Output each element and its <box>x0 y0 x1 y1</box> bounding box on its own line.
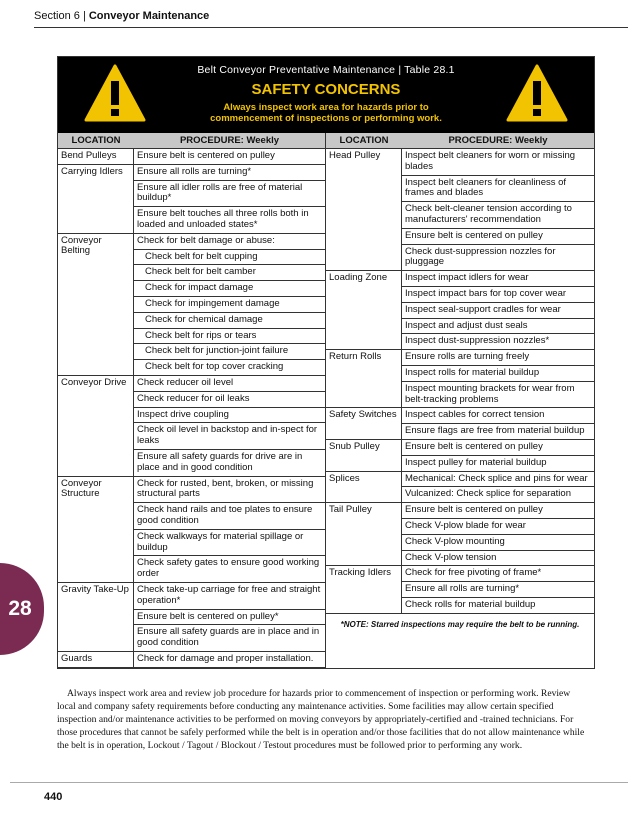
procedure-item: Check for damage and proper installation. <box>137 652 314 664</box>
procedure-item: Check belt for junction-joint failure <box>134 344 325 360</box>
procedure-item: Ensure belt touches all three rolls both in loaded and unloaded states* <box>137 208 309 230</box>
procedure-list <box>134 583 325 651</box>
procedure-item: Check belt-cleaner tension according to manufacturers' recommendation <box>402 202 594 229</box>
procedure-list <box>402 503 594 565</box>
procedure-item: Check V-plow blade for wear <box>402 519 594 535</box>
location-group <box>326 149 594 271</box>
location-group <box>326 271 594 350</box>
location-cell: Tail Pulley <box>326 503 402 565</box>
procedure-item: Check belt for rips or tears <box>134 329 325 345</box>
page-number: 440 <box>44 791 63 803</box>
location-cell: Conveyor Belting <box>58 234 134 375</box>
chapter-tab <box>0 563 44 655</box>
procedure-item: Ensure all idler rolls are free of material buildup* <box>134 181 325 208</box>
column-header <box>58 133 325 149</box>
table-body <box>58 133 594 668</box>
procedure-item: Ensure belt is centered on pulley <box>137 150 275 161</box>
procedure-list <box>134 477 325 582</box>
procedure-list <box>402 271 594 349</box>
location-cell: Tracking Idlers <box>326 566 402 612</box>
safety-paragraph: Always inspect work area and review job procedure for hazards prior to commencement of inspection or performing work. Review local and company safety requirements before conducting any maintenance activities. Some facilities may allow certain specified inspection and/or maintenance activities to be performed on moving conveyors by appropriately-certified and -trained technicians. For those procedures that cannot be safely performed while the belt is in operation and/or those facilities that do not allow maintenance while the belt is in operation, Lockout / Tagout / Blockout / Testout procedures must be followed prior to performing any work. <box>57 688 585 751</box>
procedure-item: Ensure all rolls are turning* <box>402 582 594 598</box>
location-group <box>58 149 325 165</box>
procedure-item: Check for free pivoting of frame* <box>402 566 594 582</box>
right-rows <box>326 149 594 614</box>
location-cell: Head Pulley <box>326 149 402 270</box>
procedure-item: Inspect drive coupling <box>134 408 325 424</box>
procedure-item: Ensure all safety guards for drive are in place and in good condition <box>137 450 303 473</box>
procedure-list <box>402 350 594 407</box>
procedure-item: Inspect seal-support cradles for wear <box>402 303 594 319</box>
location-group <box>326 440 594 472</box>
procedure-item: Ensure all safety guards are in place and in good condition <box>137 626 320 649</box>
procedure-item: Check for impact damage <box>134 281 325 297</box>
procedure-item: Inspect pulley for material buildup <box>405 456 547 468</box>
procedure-item: Check for chemical damage <box>134 313 325 329</box>
procedure-item: Ensure flags are free from material buildup <box>405 425 585 437</box>
location-cell: Conveyor Drive <box>58 376 134 476</box>
procedure-list <box>402 408 594 439</box>
right-column <box>326 133 594 668</box>
location-header: LOCATION <box>339 135 389 146</box>
procedure-item: Check oil level in backstop and in-spect for leaks <box>134 423 325 450</box>
safety-banner <box>58 57 594 133</box>
procedure-list <box>402 566 594 612</box>
procedure-item: Inspect dust-suppression nozzles* <box>405 335 550 347</box>
procedure-item: Check for impingement damage <box>134 297 325 313</box>
location-cell: Carrying Idlers <box>58 165 134 233</box>
location-cell: Guards <box>58 652 134 667</box>
location-group <box>58 165 325 234</box>
procedure-item: Vulcanized: Check splice for separation <box>405 488 571 500</box>
location-cell: Conveyor Structure <box>58 477 134 582</box>
table-title: Belt Conveyor Preventative Maintenance | Table 28.1 <box>197 64 455 76</box>
location-cell: Safety Switches <box>326 408 402 439</box>
left-rows <box>58 149 325 668</box>
procedure-list <box>402 472 594 503</box>
procedure-item: Check V-plow tension <box>405 551 497 563</box>
procedure-item: Check take-up carriage for free and straight operation* <box>134 583 325 610</box>
procedure-item: Inspect belt cleaners for cleanliness of frames and blades <box>402 176 594 203</box>
procedure-item: Ensure rolls are turning freely <box>402 350 594 366</box>
location-group <box>58 234 325 376</box>
procedure-item: Inspect impact idlers for wear <box>402 271 594 287</box>
procedure-item: Check hand rails and toe plates to ensure good condition <box>134 503 325 530</box>
procedure-header: PROCEDURE: Weekly <box>179 135 280 146</box>
location-cell: Loading Zone <box>326 271 402 349</box>
chapter-number: 28 <box>8 597 32 620</box>
procedure-item: Check dust-suppression nozzles for pluggage <box>405 245 556 268</box>
section-label: Section 6 <box>34 10 80 22</box>
procedure-list <box>134 652 325 667</box>
procedure-list <box>134 376 325 476</box>
section-title: Conveyor Maintenance <box>88 10 210 22</box>
location-group <box>58 583 325 652</box>
procedure-item: Ensure belt is centered on pulley <box>402 440 594 456</box>
location-group <box>326 408 594 440</box>
warning-icon <box>84 63 146 123</box>
procedure-item: Check safety gates to ensure good working order <box>137 557 320 580</box>
procedure-item: Ensure belt is centered on pulley* <box>134 610 325 626</box>
starred-note: *NOTE: Starred inspections may require the belt to be running. <box>340 619 580 629</box>
procedure-item: Ensure belt is centered on pulley <box>402 503 594 519</box>
procedure-item: Inspect cables for correct tension <box>402 408 594 424</box>
location-group <box>326 503 594 566</box>
procedure-item: Inspect impact bars for top cover wear <box>402 287 594 303</box>
location-group <box>58 376 325 477</box>
warning-icon <box>506 63 568 123</box>
location-group <box>58 652 325 668</box>
procedure-item: Ensure belt is centered on pulley <box>402 229 594 245</box>
procedure-item: Inspect belt cleaners for worn or missing blades <box>402 149 594 176</box>
location-cell: Gravity Take-Up <box>58 583 134 651</box>
safety-subheading: Always inspect work area for hazards prior to commencement of inspections or performing work. <box>210 102 442 124</box>
safety-heading: SAFETY CONCERNS <box>251 81 401 98</box>
procedure-list <box>402 149 594 270</box>
location-group <box>326 350 594 408</box>
maintenance-table <box>57 56 595 669</box>
location-group <box>326 472 594 504</box>
procedure-item: Check reducer for oil leaks <box>134 392 325 408</box>
location-cell: Bend Pulleys <box>58 149 134 164</box>
procedure-item: Inspect and adjust dust seals <box>402 319 594 335</box>
procedure-list <box>402 440 594 471</box>
procedure-item: Mechanical: Check splice and pins for wear <box>402 472 594 488</box>
location-group <box>326 566 594 613</box>
header-rule <box>34 27 628 28</box>
procedure-item: Check V-plow mounting <box>402 535 594 551</box>
procedure-item: Check walkways for material spillage or buildup <box>134 530 325 557</box>
procedure-item: Check reducer oil level <box>134 376 325 392</box>
procedure-item: Ensure all rolls are turning* <box>134 165 325 181</box>
procedure-list <box>134 165 325 233</box>
running-header: Section 6 | Conveyor Maintenance <box>34 10 210 22</box>
location-cell: Splices <box>326 472 402 503</box>
procedure-item: Inspect mounting brackets for wear from belt-tracking problems <box>405 382 575 405</box>
procedure-item: Inspect rolls for material buildup <box>402 366 594 382</box>
procedure-item: Check for belt damage or abuse: <box>134 234 325 250</box>
procedure-list <box>134 149 325 164</box>
procedure-item: Check rolls for material buildup <box>405 598 536 610</box>
left-column <box>58 133 326 668</box>
location-group <box>58 477 325 583</box>
procedure-item: Check belt for belt camber <box>134 265 325 281</box>
location-cell: Return Rolls <box>326 350 402 407</box>
procedure-item: Check belt for top cover cracking <box>145 361 284 373</box>
footer-rule <box>10 782 628 783</box>
procedure-list <box>134 234 325 375</box>
location-cell: Snub Pulley <box>326 440 402 471</box>
procedure-header: PROCEDURE: Weekly <box>448 135 548 146</box>
procedure-item: Check for rusted, bent, broken, or missing structural parts <box>134 477 325 504</box>
column-header <box>326 133 594 149</box>
location-header: LOCATION <box>71 135 121 146</box>
procedure-item: Check belt for belt cupping <box>134 250 325 266</box>
